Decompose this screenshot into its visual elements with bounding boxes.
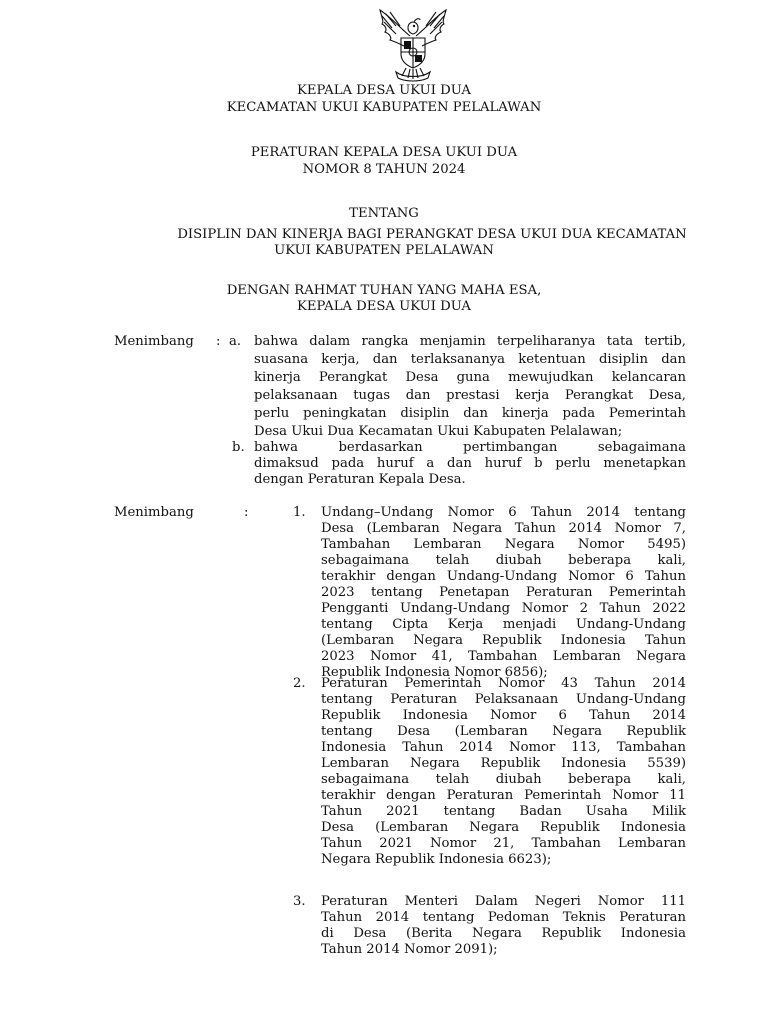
header-line-1: KEPALA DESA UKUI DUA [297, 83, 471, 98]
section2-item-2-line: Lembaran Negara Republik Indonesia 5539) [321, 756, 686, 771]
section1-item-a-marker: a. [229, 334, 242, 349]
section2-item-2-line: tentang Desa (Lembaran Negara Republik [321, 724, 686, 739]
subject-line-1: DISIPLIN DAN KINERJA BAGI PERANGKAT DESA UKUI DUA KECAMATAN [177, 227, 687, 242]
section1-label: Menimbang [114, 334, 194, 349]
section2-item-1-line: sebagaimana telah diubah beberapa kali, [321, 553, 686, 568]
invocation-line-1: DENGAN RAHMAT TUHAN YANG MAHA ESA, [226, 283, 542, 298]
section2-item-1-line: Pengganti Undang-Undang Nomor 2 Tahun 2022 [321, 601, 686, 616]
section2-item-2-line: Republik Indonesia Nomor 6 Tahun 2014 [321, 708, 686, 723]
section2-item-2-line: tentang Peraturan Pelaksanaan Undang-Undang [321, 692, 686, 707]
section2-item-2-line: Negara Republik Indonesia 6623); [321, 852, 552, 867]
section1-item-a-line: kinerja Perangkat Desa guna mewujudkan kelancaran [254, 370, 686, 385]
section1-item-b-line: bahwa berdasarkan pertimbangan sebagaimana [254, 440, 686, 455]
subject-line-2: UKUI KABUPATEN PELALAWAN [274, 243, 494, 258]
section2-item-2-line: Indonesia Tahun 2014 Nomor 113, Tambahan [321, 740, 686, 755]
section2-item-2-line: terakhir dengan Peraturan Pemerintah Nomor 11 [321, 788, 686, 803]
section2-item-1-line: Tambahan Lembaran Negara Nomor 5495) [321, 537, 686, 552]
section2-item-2-line: sebagaimana telah diubah beberapa kali, [321, 772, 686, 787]
section2-item-1-line: Undang–Undang Nomor 6 Tahun 2014 tentang [321, 505, 686, 520]
header-line-2: KECAMATAN UKUI KABUPATEN PELALAWAN [226, 100, 542, 115]
invocation-line-2: KEPALA DESA UKUI DUA [297, 299, 471, 314]
section2-item-1-line: tentang Cipta Kerja menjadi Undang-Undang [321, 617, 686, 632]
regulation-title: PERATURAN KEPALA DESA UKUI DUA [250, 145, 518, 160]
section2-item-3-line: Peraturan Menteri Dalam Negeri Nomor 111 [321, 894, 686, 909]
section2-item-1-line: Republik Indonesia Nomor 6856); [321, 665, 548, 680]
section2-item-1-line: terakhir dengan Undang-Undang Nomor 6 Tahun [321, 569, 686, 584]
section1-item-a-line: suasana kerja, dan terlaksananya ketentuan disiplin dan [254, 352, 686, 367]
section2-colon: : [244, 505, 249, 520]
section2-label: Menimbang [114, 505, 194, 520]
section1-item-a-line: Desa Ukui Dua Kecamatan Ukui Kabupaten Pelalawan; [254, 424, 623, 439]
section2-item-2-line: Peraturan Pemerintah Nomor 43 Tahun 2014 [321, 676, 686, 691]
section2-item-1-marker: 1. [293, 505, 306, 520]
section1-item-b-marker: b. [232, 440, 245, 455]
section1-item-b-line: dengan Peraturan Kepala Desa. [254, 472, 466, 487]
section1-item-a-line: perlu peningkatan disiplin dan kinerja pada Pemerintah [254, 406, 686, 421]
section2-item-2-line: Tahun 2021 tentang Badan Usaha Milik [321, 804, 686, 819]
section1-colon: : [216, 334, 221, 349]
section2-item-2-line: Tahun 2021 Nomor 21, Tambahan Lembaran [321, 836, 686, 851]
section2-item-3-marker: 3. [293, 894, 306, 909]
section2-item-2-marker: 2. [293, 676, 306, 691]
section2-item-1-line: Desa (Lembaran Negara Tahun 2014 Nomor 7, [321, 521, 686, 536]
section2-item-2-line: Desa (Lembaran Negara Republik Indonesia [321, 820, 686, 835]
section2-item-1-line: (Lembaran Negara Republik Indonesia Tahun [321, 633, 686, 648]
section2-item-3-line: Tahun 2014 tentang Pedoman Teknis Peraturan [321, 910, 686, 925]
regulation-number: NOMOR 8 TAHUN 2024 [302, 162, 466, 177]
section2-item-1-line: 2023 tentang Penetapan Peraturan Pemerintah [321, 585, 686, 600]
section2-item-3-line: di Desa (Berita Negara Republik Indonesia [321, 926, 686, 941]
section1-item-a-line: pelaksanaan tugas dan prestasi kerja Perangkat Desa, [254, 388, 686, 403]
section1-item-b-line: dimaksud pada huruf a dan huruf b perlu menetapkan [254, 456, 686, 471]
subject-label: TENTANG [349, 206, 419, 221]
garuda-emblem-icon [370, 6, 456, 84]
section2-item-3-line: Tahun 2014 Nomor 2091); [321, 942, 498, 957]
section1-item-a-line: bahwa dalam rangka menjamin terpeliharanya tata tertib, [254, 334, 686, 349]
section2-item-1-line: 2023 Nomor 41, Tambahan Lembaran Negara [321, 649, 686, 664]
